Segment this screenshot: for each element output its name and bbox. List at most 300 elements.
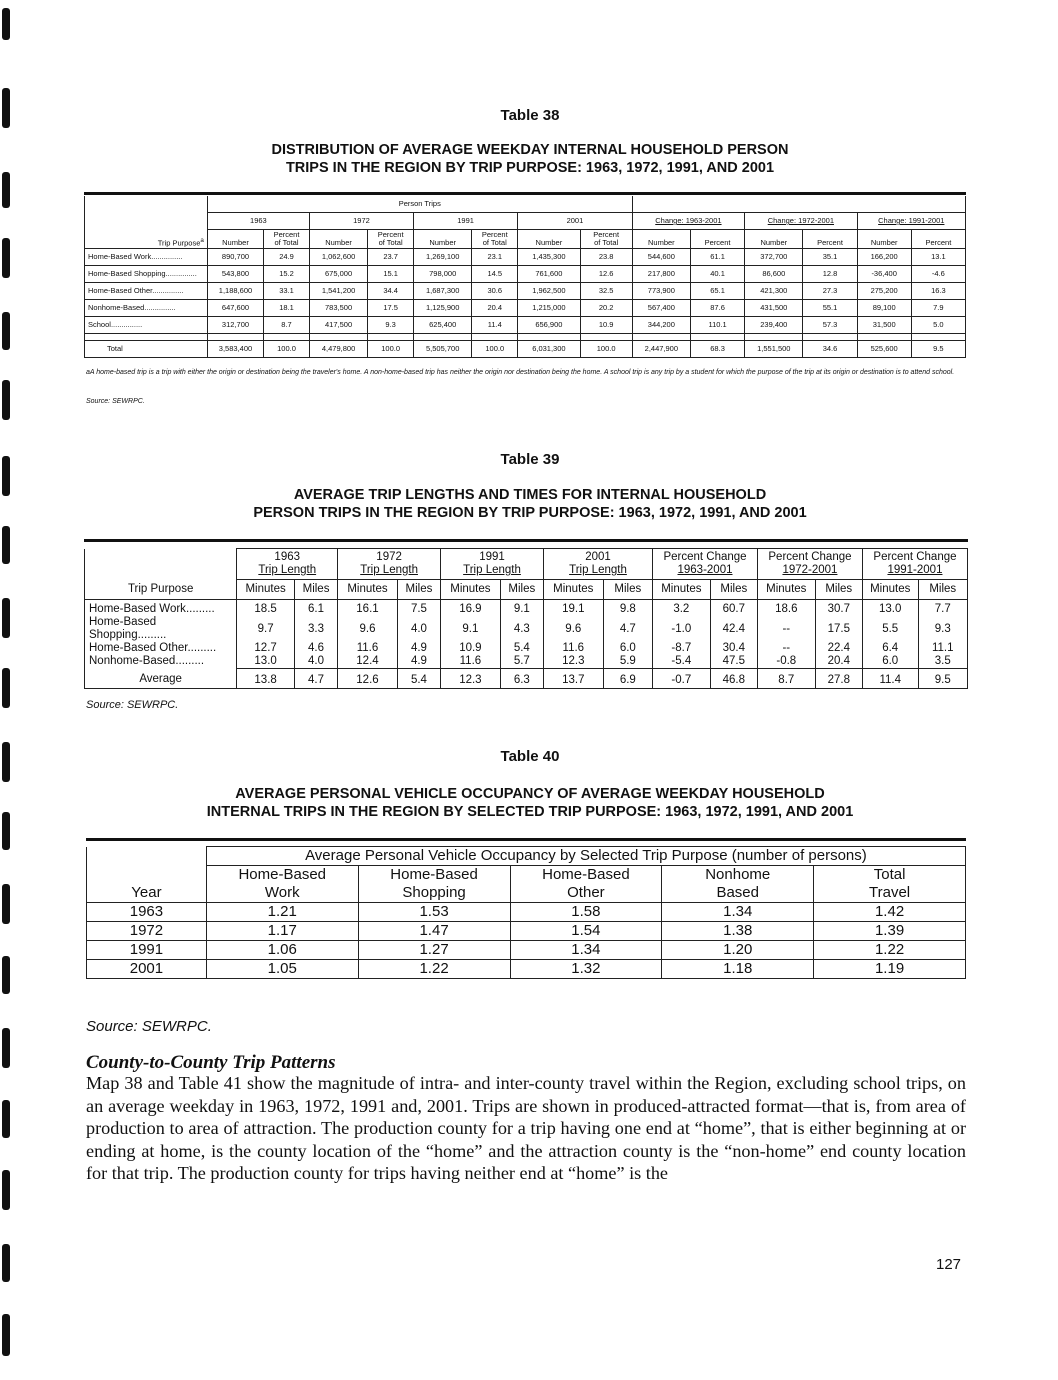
table-cell: 4.3 [500,616,543,642]
group-bottom: 1991-2001 [887,564,943,576]
row-label [85,600,237,617]
table40-header-bottom-row [87,884,966,903]
table38-spacer-row [85,334,966,341]
table-cell: 6.0 [862,655,918,669]
table-cell: 60.7 [710,600,757,617]
table-cell: 16.9 [441,600,501,617]
table39-minutes-header: Minutes [237,580,295,600]
table39-group-header [338,549,441,580]
table-cell: 61.1 [691,249,745,266]
table-cell: 24.9 [264,249,310,266]
table-row [87,903,966,922]
dot-leader: ............... [144,303,176,312]
table-cell: 9.3 [918,616,968,642]
spacer-cell [309,334,367,341]
table-cell: 11.4 [862,669,918,689]
table39-average-row [85,669,968,689]
table-cell: 42.4 [710,616,757,642]
table38-change-header: Change: 1972-2001 [745,213,857,230]
table-cell: 1,062,600 [309,249,367,266]
row-label [85,300,208,317]
table39-miles-header: Miles [603,580,652,600]
spacer-cell [264,334,310,341]
table-row [85,642,968,655]
spacer-cell [85,334,208,341]
table-cell: 1,435,300 [518,249,580,266]
table-cell: -- [757,642,815,655]
table-cell: 12.3 [441,669,501,689]
binding-hole [2,456,10,496]
table-cell: 1,551,500 [745,341,803,358]
table38-percent-header: Percent [691,230,745,249]
table-cell: 4.7 [603,616,652,642]
table-cell: 18.6 [757,600,815,617]
table38-group-header: Person Trips [207,196,632,213]
row-label-text: Nonhome-Based [88,303,145,312]
table-cell: 1.32 [510,960,662,979]
dot-leader: ......... [137,629,167,641]
table-cell: 30.4 [710,642,757,655]
table-cell: 16.1 [338,600,398,617]
table40-title-line1: AVERAGE PERSONAL VEHICLE OCCUPANCY OF AVERAGE WEEKDAY HOUSEHOLD [235,786,825,802]
table-cell: 27.8 [815,669,862,689]
row-label-text: Nonhome-Based [89,655,176,668]
table38-percent-header [264,230,310,249]
table-cell: 20.4 [472,300,518,317]
table-cell: 1.58 [510,903,662,922]
table-row [85,655,968,669]
table39-minutes-header: Minutes [653,580,711,600]
group-bottom: 1972-2001 [782,564,838,576]
table-cell: 11.1 [918,642,968,655]
row-label-text: Home-Based Work [89,603,186,615]
table-cell: 525,600 [857,341,911,358]
table-cell: 46.8 [710,669,757,689]
binding-hole [2,88,10,128]
table-cell: 86,600 [745,266,803,283]
table40-title [110,785,950,821]
table-cell: 55.1 [803,300,857,317]
table-cell: 11.6 [441,655,501,669]
table38-year-header: 1963 [207,213,309,230]
table-cell: 5.7 [500,655,543,669]
row-label [85,249,208,266]
binding-hole [2,238,10,278]
table38-body [85,249,966,358]
table-cell: 14.5 [472,266,518,283]
table40-column-header: Nonhome [662,866,814,885]
row-label-text: Home-Based Other [89,642,188,654]
table-row [85,266,966,283]
table-cell: 8.7 [264,317,310,334]
table-cell: -- [757,616,815,642]
table-cell: 8.7 [757,669,815,689]
binding-hole [2,526,10,564]
table39-subheader-row [85,580,968,600]
table39-minutes-header: Minutes [338,580,398,600]
table-cell: 1.38 [662,922,814,941]
table38-year-header: 1991 [414,213,518,230]
dot-leader: ......... [175,655,205,668]
table-cell: 1.34 [662,903,814,922]
spacer-cell [414,334,472,341]
table39-miles-header: Miles [710,580,757,600]
table-cell: 23.8 [580,249,632,266]
table-cell: 239,400 [745,317,803,334]
spacer-cell [911,334,965,341]
binding-hole [2,312,10,350]
table-cell: 344,200 [632,317,690,334]
table-cell: 9.8 [603,600,652,617]
binding-hole [2,598,10,638]
group-bottom: Trip Length [258,564,317,576]
table-cell: -0.8 [757,655,815,669]
table-cell: 7.5 [397,600,440,617]
table-row [85,600,968,617]
table-cell: 275,200 [857,283,911,300]
table38-year-header: 1972 [309,213,413,230]
table-cell: 13.0 [237,655,295,669]
table-cell: 16.3 [911,283,965,300]
table-row [85,300,966,317]
table-cell: 9.3 [368,317,414,334]
table-cell: 30.6 [472,283,518,300]
table-cell: 4.0 [294,655,337,669]
table-cell: 1.39 [814,922,966,941]
table-cell: 5,505,700 [414,341,472,358]
table-cell: -36,400 [857,266,911,283]
table39-miles-header: Miles [397,580,440,600]
dot-leader: ............... [152,286,184,295]
row-label: 2001 [87,960,207,979]
table39-trip-purpose-header: Trip Purpose [85,580,237,600]
table-cell: 3.2 [653,600,711,617]
table40-corner [87,866,207,885]
table-cell: 1.42 [814,903,966,922]
table-cell: 13.1 [911,249,965,266]
group-top: Percent Change [768,551,852,563]
table-cell: 10.9 [441,642,501,655]
table39-miles-header: Miles [294,580,337,600]
binding-hole [2,812,10,850]
table-cell: 13.8 [237,669,295,689]
table-cell: 656,900 [518,317,580,334]
table39-number: Table 39 [500,451,560,468]
table40-column-header: Total [814,866,966,885]
table-cell: 19.1 [543,600,603,617]
of-total-label: of Total [482,238,507,247]
table-row [87,922,966,941]
row-label [85,283,208,300]
binding-hole [2,8,10,40]
table38 [84,196,966,358]
table-cell: 3.5 [918,655,968,669]
table-cell: -8.7 [653,642,711,655]
table39-source: Source: SEWRPC. [86,699,179,711]
table39-minutes-header: Minutes [441,580,501,600]
binding-hole [2,380,10,420]
binding-hole [2,1314,10,1356]
table-cell: 11.4 [472,317,518,334]
table-cell: 3.3 [294,616,337,642]
table-cell: 12.6 [338,669,398,689]
table40-source: Source: SEWRPC. [86,1018,212,1035]
table-cell: 4.9 [397,655,440,669]
binding-hole [2,668,10,708]
table-cell: 2,447,900 [632,341,690,358]
table-cell: 12.4 [338,655,398,669]
table-cell: 65.1 [691,283,745,300]
table-cell: 5.9 [603,655,652,669]
table-cell: 166,200 [857,249,911,266]
table38-change-spacer [632,196,965,213]
table-cell: 417,500 [309,317,367,334]
table-row [85,283,966,300]
table-cell: -0.7 [653,669,711,689]
binding-hole [2,742,10,782]
table39-group-header [441,549,544,580]
group-top: 1972 [376,551,402,563]
table-cell: 544,600 [632,249,690,266]
table38-percent-header: Percent [803,230,857,249]
spacer-cell [632,334,690,341]
table-cell: 30.7 [815,600,862,617]
table-cell: 15.2 [264,266,310,283]
table-cell: 421,300 [745,283,803,300]
group-bottom: Trip Length [569,564,627,576]
table-cell: 431,500 [745,300,803,317]
table-cell: 1.22 [814,941,966,960]
table-cell: 5.4 [500,642,543,655]
table-cell: 5.4 [397,669,440,689]
table38-number-header: Number [632,230,690,249]
table-cell: 47.5 [710,655,757,669]
table-cell: 4.0 [397,616,440,642]
spacer-cell [580,334,632,341]
table-cell: 6.4 [862,642,918,655]
table-cell: 1.06 [206,941,358,960]
table-cell: 9.5 [911,341,965,358]
table38-number-header: Number [309,230,367,249]
table39-group-header [862,549,967,580]
group-top: 1963 [274,551,301,563]
dot-leader: ............... [110,320,143,329]
table-cell: 57.3 [803,317,857,334]
table-cell: 31,500 [857,317,911,334]
table-cell: 12.7 [237,642,295,655]
table-cell: 13.7 [543,669,603,689]
table-cell: 798,000 [414,266,472,283]
table-cell: 1,269,100 [414,249,472,266]
spacer-cell [368,334,414,341]
table-cell: 6.1 [294,600,337,617]
table-cell: 9.5 [918,669,968,689]
table38-number-header: Number [745,230,803,249]
table39-group-header [757,549,862,580]
table38-number-header: Number [414,230,472,249]
table-cell: 17.5 [368,300,414,317]
table-cell: 4,479,800 [309,341,367,358]
table-cell: 18.1 [264,300,310,317]
table-cell: 4.6 [294,642,337,655]
table39-group-header [237,549,338,580]
table40-column-header: Home-Based [510,866,662,885]
table39-group-row [85,549,968,580]
of-total-label: of Total [594,238,619,247]
table-cell: 217,800 [632,266,690,283]
dot-leader: ......... [187,642,217,654]
table38-number: Table 38 [500,107,560,124]
group-bottom: 1963-2001 [677,564,733,576]
table38-footnote: aA home-based trip is a trip with either the origin or destination being the traveler's home. A non-home-based trip has neither the origin nor destination being the home. A school trip is any trip by a student for which the purpose of the trip at its origin or destination is to attend school. [86,369,955,376]
table38-percent-header [472,230,518,249]
table40-top-rule [86,838,966,841]
table-cell: 87.6 [691,300,745,317]
table-cell: 34.4 [368,283,414,300]
table-cell: 17.5 [815,616,862,642]
section-heading: County-to-County Trip Patterns [86,1052,336,1073]
table-cell: 9.6 [543,616,603,642]
table-cell: 6.9 [603,669,652,689]
row-label [85,616,237,642]
table38-corner [85,196,208,213]
table-cell: 647,600 [207,300,263,317]
table-cell: 34.6 [803,341,857,358]
row-label [85,341,208,358]
spacer-cell [857,334,911,341]
table-row [85,616,968,642]
percent-label: Percent [377,230,404,239]
percent-label: Percent [481,230,508,239]
trip-purpose-label: Trip Purpose [157,238,201,247]
table38-change-header: Change: 1963-2001 [632,213,744,230]
table38-trip-purpose-header: Trip Purpose$^a$ [85,230,208,249]
dot-leader: ......... [185,603,215,615]
table-cell: 1,188,600 [207,283,263,300]
table-row [85,249,966,266]
row-label-text: Home-Based Work [88,252,152,261]
row-label: 1991 [87,941,207,960]
table38-title-line1: DISTRIBUTION OF AVERAGE WEEKDAY INTERNAL HOUSEHOLD PERSON [271,142,789,158]
table-cell: 5.0 [911,317,965,334]
table-cell: 9.1 [500,600,543,617]
row-label-text: Home-Based Shopping [88,269,166,278]
spacer-cell [745,334,803,341]
page-number: 127 [936,1256,962,1273]
table-cell: 1,125,900 [414,300,472,317]
binding-hole [2,1028,10,1068]
table38-title [150,141,910,177]
of-total-label: of Total [274,238,299,247]
row-label [85,317,208,334]
table-cell: 625,400 [414,317,472,334]
table-cell: 23.7 [368,249,414,266]
section-paragraph: Map 38 and Table 41 show the magnitude of intra- and inter-county travel within the Region, excluding school trips, on an average weekday in 1963, 1972, 1991 and, 2001. Trips are shown in produced-attracted format—that is, from area of production to area of attraction. The production county for a trip having one end at “home”, that is either beginning at or ending at home, is the county location of the “home” and the attraction county is the “non-home” end county location for that trip. The production county for trips having neither end at “home” is the [86,1073,966,1183]
percent-label: Percent [593,230,620,239]
table-cell: 1.20 [662,941,814,960]
spacer-cell [803,334,857,341]
table-cell: 312,700 [207,317,263,334]
row-label-text: Home-Based Other [88,286,153,295]
spacer-cell [472,334,518,341]
row-label: Average [85,669,237,689]
table-cell: 13.0 [862,600,918,617]
table40-column-header: Home-Based [206,866,358,885]
table-cell: 783,500 [309,300,367,317]
table-cell: 110.1 [691,317,745,334]
dot-leader: ............... [165,269,197,278]
table40-title-line2: INTERNAL TRIPS IN THE REGION BY SELECTED TRIP PURPOSE: 1963, 1972, 1991, AND 2001 [206,804,854,820]
table-cell: 773,900 [632,283,690,300]
spacer-cell [518,334,580,341]
table-cell: 4.7 [294,669,337,689]
table-cell: 1.05 [206,960,358,979]
group-top: 2001 [585,551,611,563]
table38-number-header: Number [857,230,911,249]
table-cell: 3,583,400 [207,341,263,358]
table39-title-line1: AVERAGE TRIP LENGTHS AND TIMES FOR INTERNAL HOUSEHOLD [293,487,767,503]
table-cell: 9.7 [237,616,295,642]
table-cell: 1.22 [358,960,510,979]
table-cell: 1.54 [510,922,662,941]
table39-title-line2: PERSON TRIPS IN THE REGION BY TRIP PURPOSE: 1963, 1972, 1991, AND 2001 [253,505,807,521]
table38-corner [85,213,208,230]
row-label-text: School [88,320,111,329]
binding-hole [2,172,10,208]
table-cell: 1,215,000 [518,300,580,317]
row-label-text: Total [107,344,123,353]
table-cell: 9.6 [338,616,398,642]
table39-title [150,486,910,522]
binding-hole [2,884,10,924]
binding-hole [2,1244,10,1282]
group-top: Percent Change [873,551,957,563]
table-cell: 27.3 [803,283,857,300]
table-cell: 4.9 [397,642,440,655]
table-cell: 12.8 [803,266,857,283]
group-bottom: Trip Length [360,564,418,576]
table-cell: 1.18 [662,960,814,979]
table-cell: 1.47 [358,922,510,941]
of-total-label: of Total [378,238,403,247]
table-row [87,941,966,960]
table-cell: 7.9 [911,300,965,317]
table-cell: 543,800 [207,266,263,283]
table39-corner [85,549,237,580]
table-cell: 20.2 [580,300,632,317]
table40-column-header: Shopping [358,884,510,903]
table39-minutes-header: Minutes [543,580,603,600]
row-label [85,642,237,655]
table-cell: 12.3 [543,655,603,669]
table-cell: 33.1 [264,283,310,300]
table40-column-header: Based [662,884,814,903]
table-cell: 761,600 [518,266,580,283]
spacer-cell [691,334,745,341]
table-cell: 100.0 [472,341,518,358]
table40-number: Table 40 [500,748,560,765]
row-label: 1972 [87,922,207,941]
table-cell: 9.1 [441,616,501,642]
table-cell: 1,687,300 [414,283,472,300]
table-cell: 35.1 [803,249,857,266]
table40-year-header: Year [87,884,207,903]
table40-column-header: Travel [814,884,966,903]
table40-group-header: Average Personal Vehicle Occupancy by Selected Trip Purpose (number of persons) [206,847,965,866]
percent-label: Percent [273,230,300,239]
table38-number-header: Number [518,230,580,249]
table-cell: 11.6 [338,642,398,655]
